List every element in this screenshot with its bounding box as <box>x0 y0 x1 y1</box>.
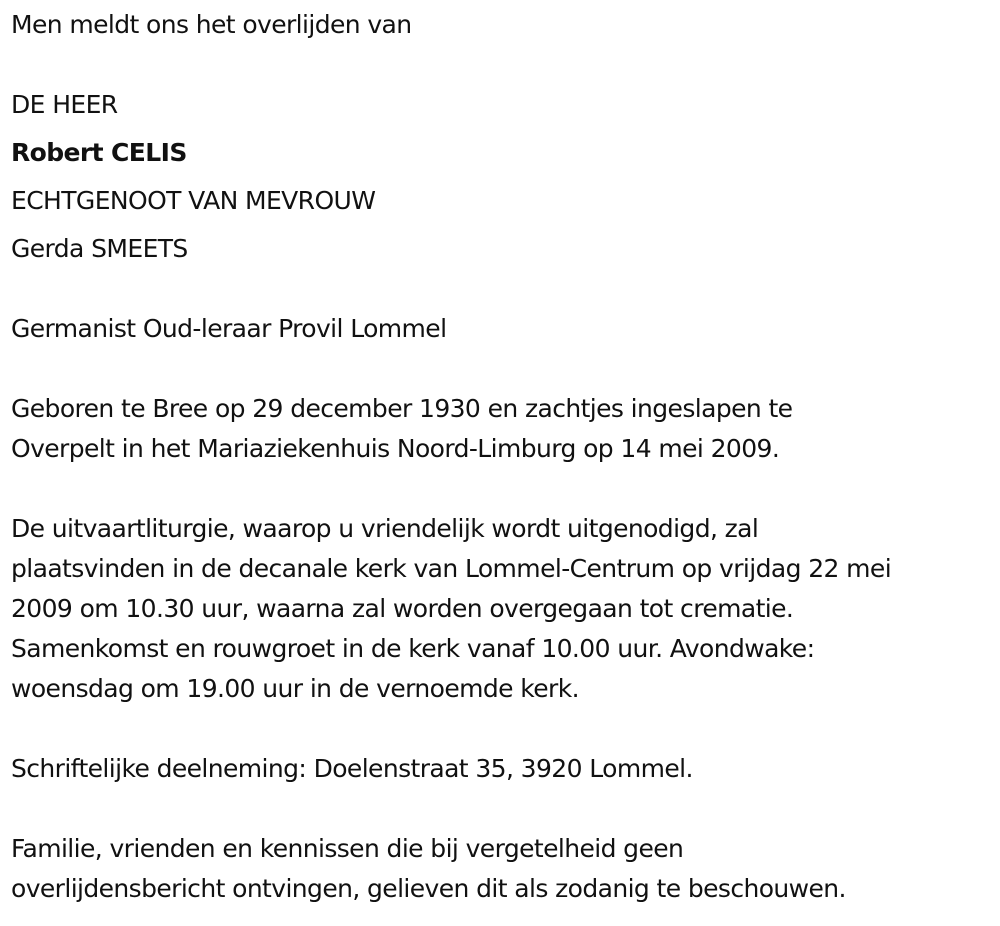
funeral-line-2: plaatsvinden in de decanale kerk van Lommel-Centrum op vrijdag 22 mei <box>11 554 892 583</box>
funeral-line-1: De uitvaartliturgie, waarop u vriendelijk wordt uitgenodigd, zal <box>11 514 759 543</box>
condolence-address: Schriftelijke deelneming: Doelenstraat 35, 3920 Lommel. <box>11 754 693 783</box>
closing-line-1: Familie, vrienden en kennissen die bij vergetelheid geen <box>11 834 684 863</box>
funeral-line-3: 2009 om 10.30 uur, waarna zal worden overgegaan tot crematie. <box>11 594 794 623</box>
occupation: Germanist Oud-leraar Provil Lommel <box>11 314 447 343</box>
spouse-label: ECHTGENOOT VAN MEVROUW <box>11 186 376 215</box>
birth-death-line-1: Geboren te Bree op 29 december 1930 en zachtjes ingeslapen te <box>11 394 793 423</box>
deceased-name: Robert CELIS <box>11 138 187 167</box>
intro-text: Men meldt ons het overlijden van <box>11 10 412 39</box>
closing-line-2: overlijdensbericht ontvingen, gelieven dit als zodanig te beschouwen. <box>11 874 846 903</box>
funeral-line-4: Samenkomst en rouwgroet in de kerk vanaf 10.00 uur. Avondwake: <box>11 634 815 663</box>
birth-death-line-2: Overpelt in het Mariaziekenhuis Noord-Limburg op 14 mei 2009. <box>11 434 780 463</box>
spouse-name: Gerda SMEETS <box>11 234 188 263</box>
funeral-line-5: woensdag om 19.00 uur in de vernoemde kerk. <box>11 674 579 703</box>
salutation: DE HEER <box>11 90 118 119</box>
